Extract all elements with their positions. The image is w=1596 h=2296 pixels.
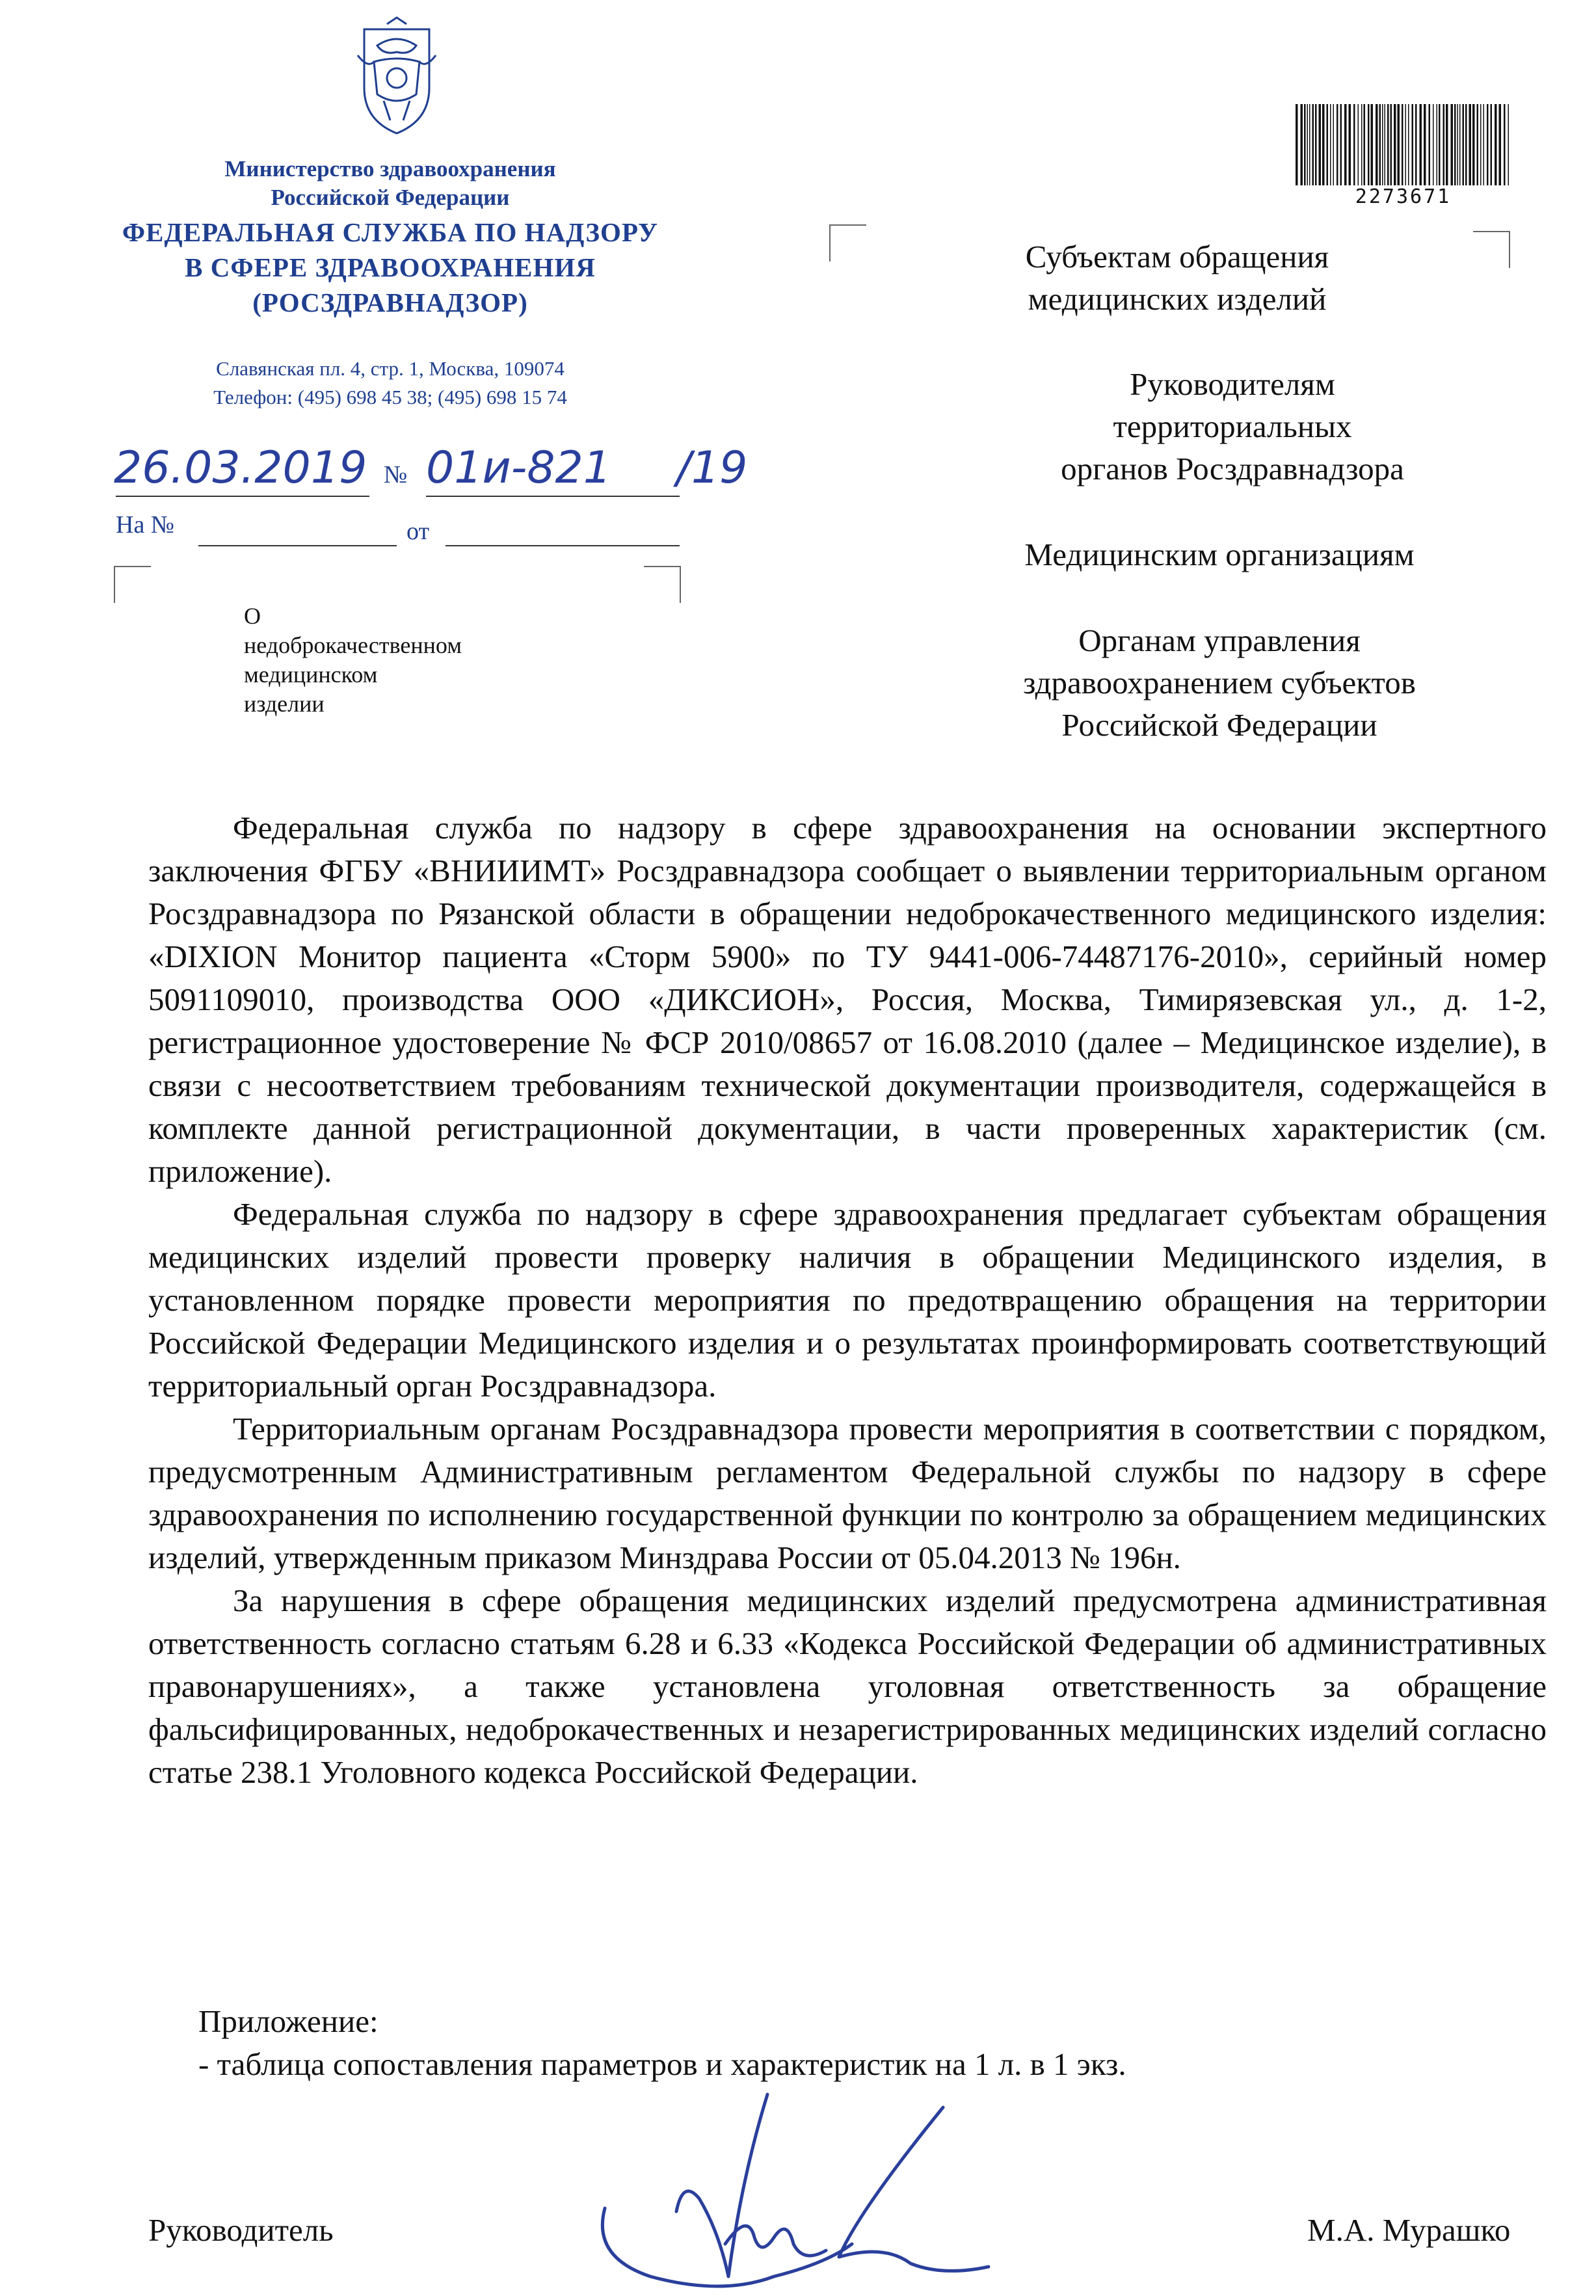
barcode xyxy=(1294,104,1512,185)
coat-of-arms-emblem xyxy=(345,16,449,137)
addressee-4-line-3: Российской Федерации xyxy=(1061,707,1377,743)
barcode-bar xyxy=(1349,104,1351,185)
service-name xyxy=(98,215,683,320)
barcode-bar xyxy=(1457,104,1459,185)
signatory-name: М.А. Мурашко xyxy=(1307,2212,1511,2248)
subject-line-2: медицинском изделии xyxy=(244,661,378,717)
barcode-bar xyxy=(1315,104,1317,185)
barcode-bar xyxy=(1340,104,1342,185)
addressee-corner-left xyxy=(829,224,866,261)
barcode-bar xyxy=(1333,104,1335,185)
barcode-bar xyxy=(1446,104,1448,185)
addressee-2-line-3: органов Росздравнадзора xyxy=(1061,451,1404,487)
registration-number: 01и-821 xyxy=(426,442,612,494)
subject-line-1: О недоброкачественном xyxy=(244,603,462,658)
barcode-bar xyxy=(1495,104,1497,185)
barcode-bar xyxy=(1451,104,1454,185)
barcode-bar xyxy=(1330,104,1331,185)
barcode-bar xyxy=(1483,104,1485,185)
barcode-bar xyxy=(1477,104,1479,185)
barcode-bar xyxy=(1296,104,1298,185)
barcode-bar xyxy=(1353,104,1355,185)
barcode-bar xyxy=(1465,104,1467,185)
barcode-bar xyxy=(1361,104,1363,185)
addressee-4 xyxy=(907,619,1532,746)
postal-address: Славянская пл. 4, стр. 1, Москва, 109074 xyxy=(216,357,565,380)
number-underline xyxy=(426,496,680,497)
ministry-line-1: Министерство здравоохранения xyxy=(224,156,556,181)
subject-corner-right xyxy=(644,566,681,603)
barcode-bar xyxy=(1469,104,1472,185)
barcode-bar xyxy=(1371,104,1374,185)
signatory-position: Руководитель xyxy=(148,2212,334,2248)
body-paragraph-2: Федеральная служба по надзору в сфере здравоохранения предлагает субъектам обращения медицинских изделий провести проверку наличия в обращении Медицинского изделия, в установленном порядке провести мероприятия по предотвращению обращения на территории Российской Федерации Медицинского изделия и о результатах проинформировать соответствующий территориальный орган Росздравнадзора. xyxy=(148,1196,1547,1404)
barcode-bar xyxy=(1429,104,1431,185)
reply-to-line xyxy=(198,545,397,546)
letterhead-address xyxy=(98,354,683,412)
barcode-bar xyxy=(1394,104,1396,185)
barcode-bar xyxy=(1376,104,1378,185)
barcode-bar xyxy=(1309,104,1310,185)
addressee-3 xyxy=(907,533,1532,576)
barcode-bar xyxy=(1319,104,1322,185)
addressee-4-line-2: здравоохранением субъектов xyxy=(1023,665,1416,701)
addressee-1-line-2: медицинских изделий xyxy=(1028,281,1327,317)
barcode-bar xyxy=(1385,104,1386,185)
barcode-number: 2273671 xyxy=(1355,185,1452,208)
attachment-title: Приложение: xyxy=(198,2003,379,2039)
barcode-bar xyxy=(1424,104,1426,185)
attachment-item: - таблица сопоставления параметров и характеристик на 1 л. в 1 экз. xyxy=(198,2046,1126,2082)
from-line xyxy=(446,545,680,546)
barcode-bar xyxy=(1368,104,1370,185)
barcode-bar xyxy=(1322,104,1325,185)
barcode-bar xyxy=(1379,104,1381,185)
letter-body xyxy=(148,807,1547,1794)
registration-number-suffix: /19 xyxy=(676,442,748,494)
service-line-3: (РОСЗДРАВНАДЗОР) xyxy=(252,287,528,317)
barcode-bar xyxy=(1402,104,1403,185)
barcode-bar xyxy=(1398,104,1400,185)
attachment-block xyxy=(198,2000,1499,2086)
barcode-bar xyxy=(1405,104,1407,185)
service-line-2: В СФЕРЕ ЗДРАВООХРАНЕНИЯ xyxy=(185,252,596,282)
barcode-bar xyxy=(1312,104,1314,185)
barcode-bar xyxy=(1344,104,1347,185)
barcode-bar xyxy=(1301,104,1303,185)
barcode-bar xyxy=(1412,104,1414,185)
barcode-bar xyxy=(1443,104,1445,185)
barcode-bar xyxy=(1327,104,1329,185)
barcode-bar xyxy=(1480,104,1482,185)
body-paragraph-4: За нарушения в сфере обращения медицинских изделий предусмотрена административная ответственность согласно статьям 6.28 и 6.33 «Кодекса Российской Федерации об административных правонарушениях», а также установлена уголовная ответственность за обращение фальсифицированных, недоброкачественных и незарегистрированных медицинских изделий согласно статье 238.1 Уголовного кодекса Российской Федерации. xyxy=(148,1582,1547,1790)
barcode-bar xyxy=(1439,104,1441,185)
letter-subject xyxy=(114,602,462,719)
barcode-bar xyxy=(1491,104,1493,185)
ministry-name xyxy=(130,155,650,212)
body-paragraph-3: Территориальным органам Росздравнадзора провести мероприятия в соответствии с порядком, предусмотренным Административным регламентом Федеральной службы по надзору в сфере здравоохранения по исполнению государственной функции по контролю за обращением медицинских изделий, утвержденным приказом Минздрава России от 05.04.2013 № 196н. xyxy=(148,1411,1547,1575)
barcode-bar xyxy=(1499,104,1502,185)
registration-date: 26.03.2019 xyxy=(114,442,367,494)
barcode-bar xyxy=(1487,104,1489,185)
handwritten-signature xyxy=(579,2081,1002,2296)
addressee-2 xyxy=(920,363,1545,490)
addressee-1-line-1: Субъектам обращения xyxy=(1025,239,1329,274)
barcode-bar xyxy=(1472,104,1475,185)
ministry-line-2: Российской Федерации xyxy=(271,185,510,210)
barcode-bar xyxy=(1364,104,1366,185)
barcode-bar xyxy=(1504,104,1506,185)
barcode-bar xyxy=(1304,104,1306,185)
barcode-bar xyxy=(1382,104,1383,185)
from-label: от xyxy=(406,518,430,545)
barcode-bar xyxy=(1463,104,1465,185)
barcode-bar xyxy=(1454,104,1456,185)
addressee-3-line-1: Медицинским организациям xyxy=(1024,537,1415,572)
barcode-bar xyxy=(1415,104,1417,185)
barcode-bar xyxy=(1408,104,1409,185)
barcode-bar xyxy=(1390,104,1392,185)
reply-to-label: На № xyxy=(116,511,175,539)
barcode-bar xyxy=(1337,104,1338,185)
barcode-bar xyxy=(1420,104,1422,185)
barcode-bar xyxy=(1387,104,1389,185)
barcode-bar xyxy=(1459,104,1461,185)
addressee-4-line-1: Органам управления xyxy=(1078,622,1361,658)
service-line-1: ФЕДЕРАЛЬНАЯ СЛУЖБА ПО НАДЗОРУ xyxy=(122,217,659,247)
phone-numbers: Телефон: (495) 698 45 38; (495) 698 15 74 xyxy=(213,386,567,408)
addressee-1 xyxy=(865,235,1489,320)
body-paragraph-1: Федеральная служба по надзору в сфере здравоохранения на основании экспертного заключения ФГБУ «ВНИИИМТ» Росздравнадзора сообщает о выявлении территориальным органом Росздравнадзора по Рязанской области в обращении недоброкачественного медицинского изделия: «DIXION Монитор пациента «Сторм 5900» по ТУ 9441-006-74487176-2010», серийный номер 5091109010, производства ООО «ДИКСИОН», Россия, Москва, Тимирязевская ул., д. 1-2, регистрационное удостоверение № ФСР 2010/08657 от 16.08.2010 (далее – Медицинское изделие), в связи с несоответствием требованиям технической документации производителя, содержащейся в комплекте данной регистрационной документации, в части проверенных характеристик (см. приложение). xyxy=(148,810,1547,1189)
date-underline xyxy=(116,496,369,497)
addressee-2-line-2: территориальных xyxy=(1113,408,1352,444)
barcode-bar xyxy=(1508,104,1510,185)
barcode-bar xyxy=(1307,104,1309,185)
subject-corner-left xyxy=(114,566,151,603)
addressee-2-line-1: Руководителям xyxy=(1130,366,1335,402)
barcode-bar xyxy=(1433,104,1434,185)
barcode-bar xyxy=(1358,104,1359,185)
number-label: № xyxy=(384,461,408,488)
barcode-bar xyxy=(1437,104,1438,185)
